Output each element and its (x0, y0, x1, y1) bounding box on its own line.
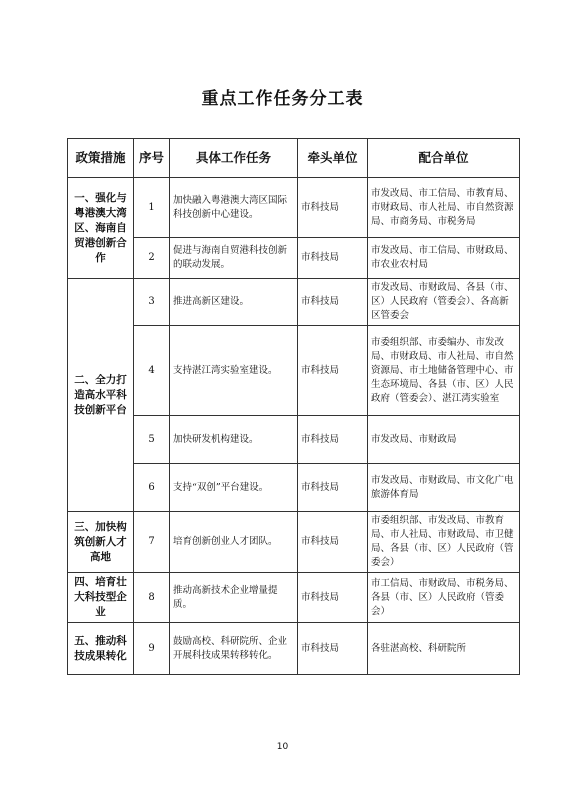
task-cell: 促进与海南自贸港科技创新的联动发展。 (170, 238, 298, 279)
coop-cell: 市委组织部、市发改局、市教育局、市人社局、市财政局、市卫健局、各县（市、区）人民政府（管委会） (368, 512, 520, 573)
task-cell: 推动高新技术企业增量提质。 (170, 573, 298, 623)
table-row (68, 464, 520, 512)
lead-cell: 市科技局 (298, 238, 368, 279)
seq-cell: 7 (134, 512, 170, 573)
seq-cell: 4 (134, 326, 170, 416)
task-cell: 加快融入粤港澳大湾区国际科技创新中心建设。 (170, 178, 298, 238)
seq-cell: 1 (134, 178, 170, 238)
table-row (68, 279, 520, 326)
policy-cell: 三、加快构筑创新人才高地 (68, 512, 134, 573)
seq-cell: 9 (134, 623, 170, 675)
table-header-row (68, 139, 520, 178)
task-cell: 鼓励高校、科研院所、企业开展科技成果转移转化。 (170, 623, 298, 675)
header-lead: 牵头单位 (298, 139, 368, 178)
header-seq: 序号 (134, 139, 170, 178)
page-title: 重点工作任务分工表 (201, 89, 364, 109)
seq-cell: 6 (134, 464, 170, 512)
table-row (68, 623, 520, 675)
header-coop: 配合单位 (368, 139, 520, 178)
lead-cell: 市科技局 (298, 623, 368, 675)
lead-cell: 市科技局 (298, 573, 368, 623)
lead-cell: 市科技局 (298, 279, 368, 326)
seq-cell: 8 (134, 573, 170, 623)
page-number: 10 (276, 742, 289, 752)
table-row (68, 512, 520, 573)
policy-cell: 一、强化与粤港澳大湾区、海南自贸港创新合作 (68, 178, 134, 279)
coop-cell: 市发改局、市财政局 (368, 416, 520, 464)
lead-cell: 市科技局 (298, 416, 368, 464)
table-row (68, 326, 520, 416)
coop-cell: 市工信局、市财政局、市税务局、各县（市、区）人民政府（管委会） (368, 573, 520, 623)
coop-cell: 各驻湛高校、科研院所 (368, 623, 520, 675)
policy-cell: 五、推动科技成果转化 (68, 623, 134, 675)
coop-cell: 市发改局、市工信局、市财政局、市农业农村局 (368, 238, 520, 279)
header-task: 具体工作任务 (170, 139, 298, 178)
task-table (67, 138, 520, 675)
table-row (68, 238, 520, 279)
task-cell: 支持“双创”平台建设。 (170, 464, 298, 512)
coop-cell: 市发改局、市财政局、各县（市、区）人民政府（管委会）、各高新区管委会 (368, 279, 520, 326)
policy-cell: 二、全力打造高水平科技创新平台 (68, 279, 134, 512)
seq-cell: 5 (134, 416, 170, 464)
seq-cell: 2 (134, 238, 170, 279)
policy-cell: 四、培育壮大科技型企业 (68, 573, 134, 623)
task-cell: 推进高新区建设。 (170, 279, 298, 326)
task-cell: 培育创新创业人才团队。 (170, 512, 298, 573)
table-row (68, 573, 520, 623)
lead-cell: 市科技局 (298, 464, 368, 512)
coop-cell: 市委组织部、市委编办、市发改局、市财政局、市人社局、市自然资源局、市土地储备管理中心、市生态环境局、各县（市、区）人民政府（管委会）、湛江湾实验室 (368, 326, 520, 416)
coop-cell: 市发改局、市工信局、市教育局、市财政局、市人社局、市自然资源局、市商务局、市税务局 (368, 178, 520, 238)
table-row (68, 416, 520, 464)
lead-cell: 市科技局 (298, 178, 368, 238)
header-policy: 政策措施 (68, 139, 134, 178)
task-cell: 加快研发机构建设。 (170, 416, 298, 464)
lead-cell: 市科技局 (298, 326, 368, 416)
coop-cell: 市发改局、市财政局、市文化广电旅游体育局 (368, 464, 520, 512)
task-cell: 支持湛江湾实验室建设。 (170, 326, 298, 416)
table-row (68, 178, 520, 238)
seq-cell: 3 (134, 279, 170, 326)
lead-cell: 市科技局 (298, 512, 368, 573)
